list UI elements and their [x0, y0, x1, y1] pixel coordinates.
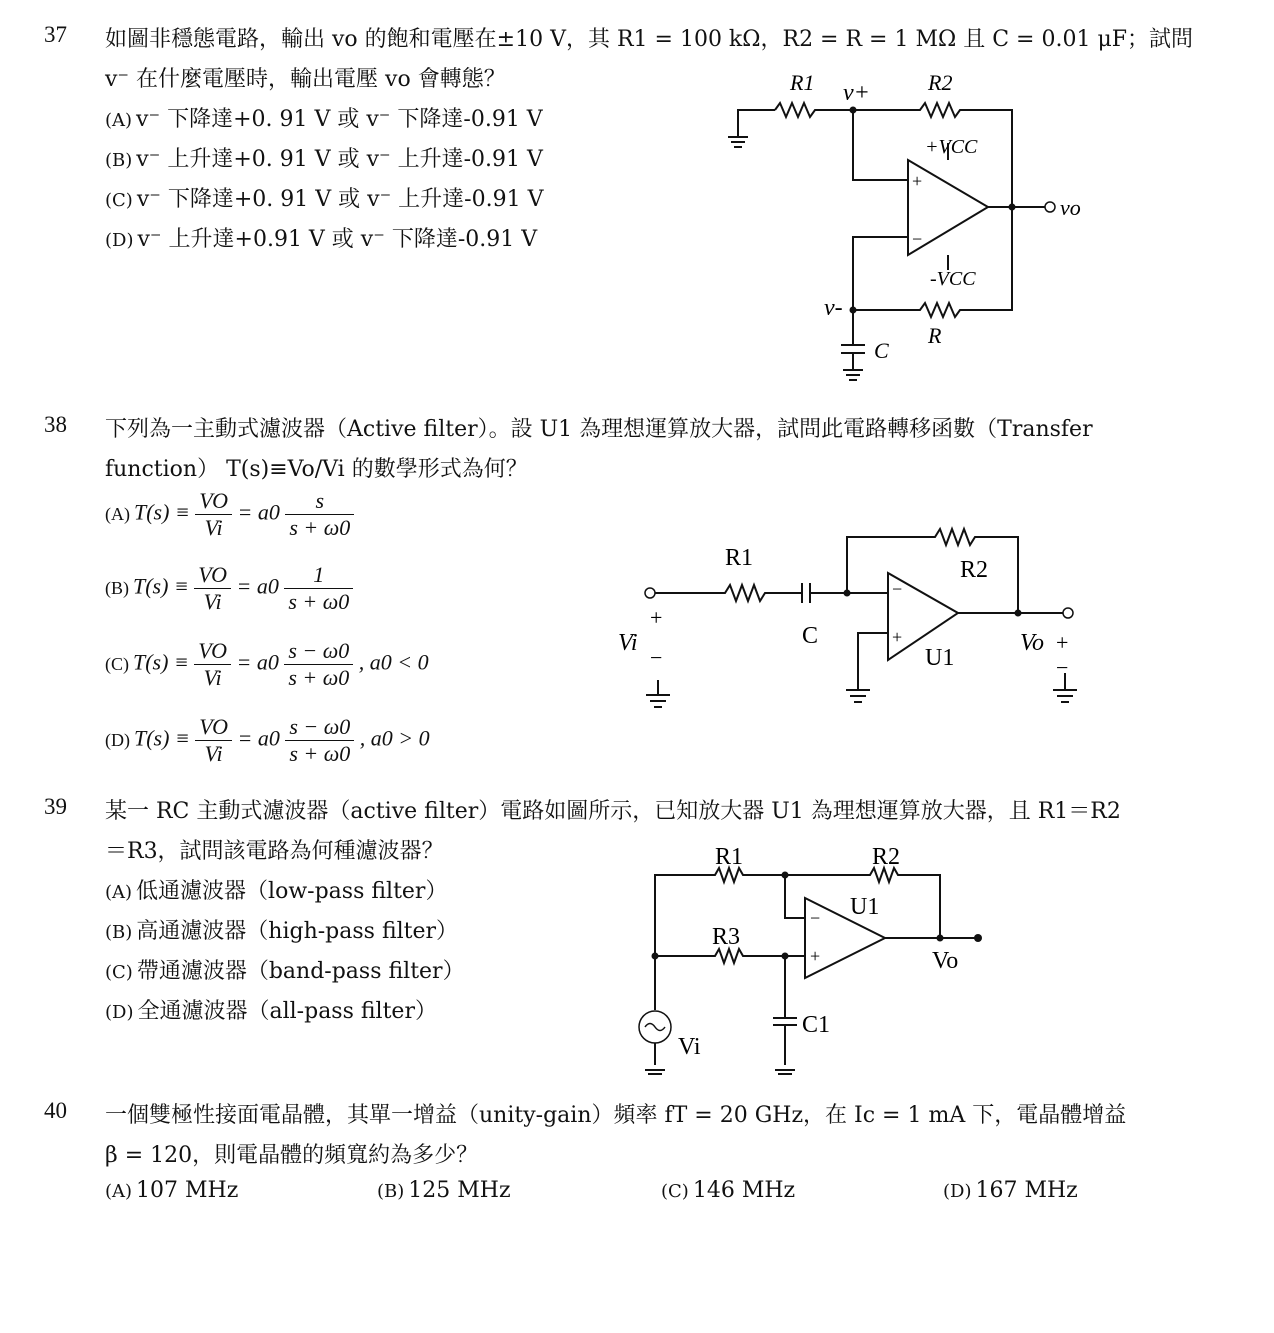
q38-option-c[interactable]: (C) T(s) ≡ $\frac{VO}{Vi}$ = a0 $\frac{s - \omega 0}{s + \omega 0}$ , a0 < 0 [105, 638, 429, 690]
q39-label-r2: R2 [872, 844, 901, 870]
q37-label-r: R [928, 323, 942, 348]
q40-option-b[interactable]: (B) 125 MHz [377, 1178, 511, 1203]
question-40-stem-line1: 一個雙極性接面電晶體，其單一增益（unity-gain）頻率 fT = 20 GHz，在 Ic = 1 mA 下，電晶體增益 [105, 1103, 1127, 1128]
question-40-number: 40 [44, 1098, 67, 1123]
q37-label-vcc-neg: -VCC [930, 268, 976, 290]
q37-label-r1: R1 [790, 70, 815, 95]
question-37-stem-line1 [105, 22, 1193, 53]
q38-c-frac2: $\frac{s - \omega 0}{s + \omega 0}$ [284, 638, 353, 691]
question-39-stem-line1: 某一 RC 主動式濾波器（active filter）電路如圖所示，已知放大器 U1 為理想運算放大器，且 R1＝R2 [105, 799, 1121, 824]
q40-option-a[interactable]: (A) 107 MHz [105, 1178, 239, 1203]
question-38-stem-line1: 下列為一主動式濾波器（Active filter）。設 U1 為理想運算放大器，試問此電路轉移函數（Transfer [105, 417, 1093, 442]
q38-option-d[interactable]: (D) T(s) ≡ $\frac{VO}{Vi}$ = a0 $\frac{s - \omega 0}{s + \omega 0}$ , a0 > 0 [105, 714, 430, 766]
q40-option-d[interactable]: (D) 167 MHz [943, 1178, 1078, 1203]
q38-label-r1: R1 [725, 545, 754, 571]
q38-label-vo-minus: − [1056, 655, 1069, 680]
q38-label-plus: + [892, 627, 903, 647]
q37-label-c: C [874, 338, 889, 363]
q39-label-minus: − [810, 908, 821, 928]
q39-option-b[interactable]: (B) 高通濾波器（high-pass filter） [105, 919, 459, 944]
question-39-stem-line2: ＝R3，試問該電路為何種濾波器？ [105, 839, 444, 864]
q39-label-plus: + [810, 946, 821, 966]
q39-label-vi: Vi [678, 1034, 701, 1060]
q39-label-r3: R3 [712, 924, 741, 950]
q38-d-frac2: $\frac{s - \omega 0}{s + \omega 0}$ [285, 714, 354, 767]
q37-label-vo: vo [1060, 195, 1081, 220]
q37-label-r2: R2 [928, 70, 953, 95]
q38-option-b[interactable]: (B) T(s) ≡ $\frac{VO}{Vi}$ = a0 $\frac{1}{s + \omega 0}$ [105, 562, 353, 615]
q38-label-vo-plus: + [1056, 630, 1069, 655]
q39-label-vo: Vo [932, 948, 959, 974]
question-38-stem-line2: function） T(s)≡Vo/Vi 的數學形式為何？ [105, 457, 528, 482]
q37-label-plus: + [912, 171, 923, 191]
q39-option-c[interactable]: (C) 帶通濾波器（band-pass filter） [105, 959, 465, 984]
q38-option-a[interactable]: (A) T(s) ≡ $\frac{VO}{Vi}$ = a0 $\frac{s}{s + \omega 0}$ [105, 488, 354, 541]
q38-label-u1: U1 [925, 645, 955, 671]
q38-active-filter-circuit-figure [610, 525, 1090, 715]
q38-label-vo: Vo [1020, 630, 1044, 656]
q37-option-c[interactable]: (C) v⁻ 下降達+0. 91 V 或 v⁻ 上升達-0.91 V [105, 187, 544, 212]
question-39-number: 39 [44, 794, 67, 819]
q39-rc-filter-circuit-figure [630, 840, 1000, 1090]
q37-label-vplus: v+ [843, 80, 870, 106]
q38-label-r2: R2 [960, 557, 989, 583]
q39-option-d[interactable]: (D) 全通濾波器（all-pass filter） [105, 999, 437, 1024]
q39-label-u1: U1 [850, 894, 880, 920]
q39-label-r1: R1 [715, 844, 744, 870]
q38-a-frac2: $\frac{s}{s + \omega 0}$ [285, 488, 354, 541]
q38-b-frac1: $\frac{VO}{Vi}$ [194, 562, 231, 615]
q37-option-b[interactable]: (B) v⁻ 上升達+0. 91 V 或 v⁻ 上升達-0.91 V [105, 147, 543, 172]
q38-label-vi-minus: − [650, 645, 663, 670]
q38-label-vi-plus: + [650, 605, 663, 630]
q37-label-vcc-pos: +VCC [925, 136, 978, 158]
q37-stem1: 如圖非穩態電路，輸出 vo 的飽和電壓在±10 V，其 R1 = 100 kΩ，R2 = R = 1 MΩ 且 C = 0.01 μF；試問 [105, 27, 1194, 52]
question-38-number: 38 [44, 412, 67, 437]
q37-option-d[interactable]: (D) v⁻ 上升達+0.91 V 或 v⁻ 下降達-0.91 V [105, 227, 538, 252]
q37-option-a[interactable]: (A) v⁻ 下降達+0. 91 V 或 v⁻ 下降達-0.91 V [105, 107, 543, 132]
q39-label-c1: C1 [802, 1012, 831, 1038]
q38-b-frac2: $\frac{1}{s + \omega 0}$ [284, 562, 353, 615]
q37-label-vminus: v- [824, 295, 843, 321]
q37-astable-circuit-figure [720, 65, 1100, 395]
question-37-number: 37 [44, 22, 67, 47]
q38-a-frac1: $\frac{VO}{Vi}$ [195, 488, 232, 541]
q39-option-a[interactable]: (A) 低通濾波器（low-pass filter） [105, 879, 448, 904]
q38-c-frac1: $\frac{VO}{Vi}$ [194, 638, 231, 691]
q38-label-c: C [802, 623, 819, 649]
question-40-stem-line2: β = 120，則電晶體的頻寬約為多少？ [105, 1143, 479, 1168]
q38-label-vi: Vi [618, 630, 638, 656]
q40-option-c[interactable]: (C) 146 MHz [661, 1178, 796, 1203]
q37-label-minus: − [912, 229, 923, 249]
q38-label-minus: − [892, 579, 903, 599]
question-37-stem-line2: v⁻ 在什麼電壓時，輸出電壓 vo 會轉態？ [105, 67, 506, 92]
q38-d-frac1: $\frac{VO}{Vi}$ [195, 714, 232, 767]
